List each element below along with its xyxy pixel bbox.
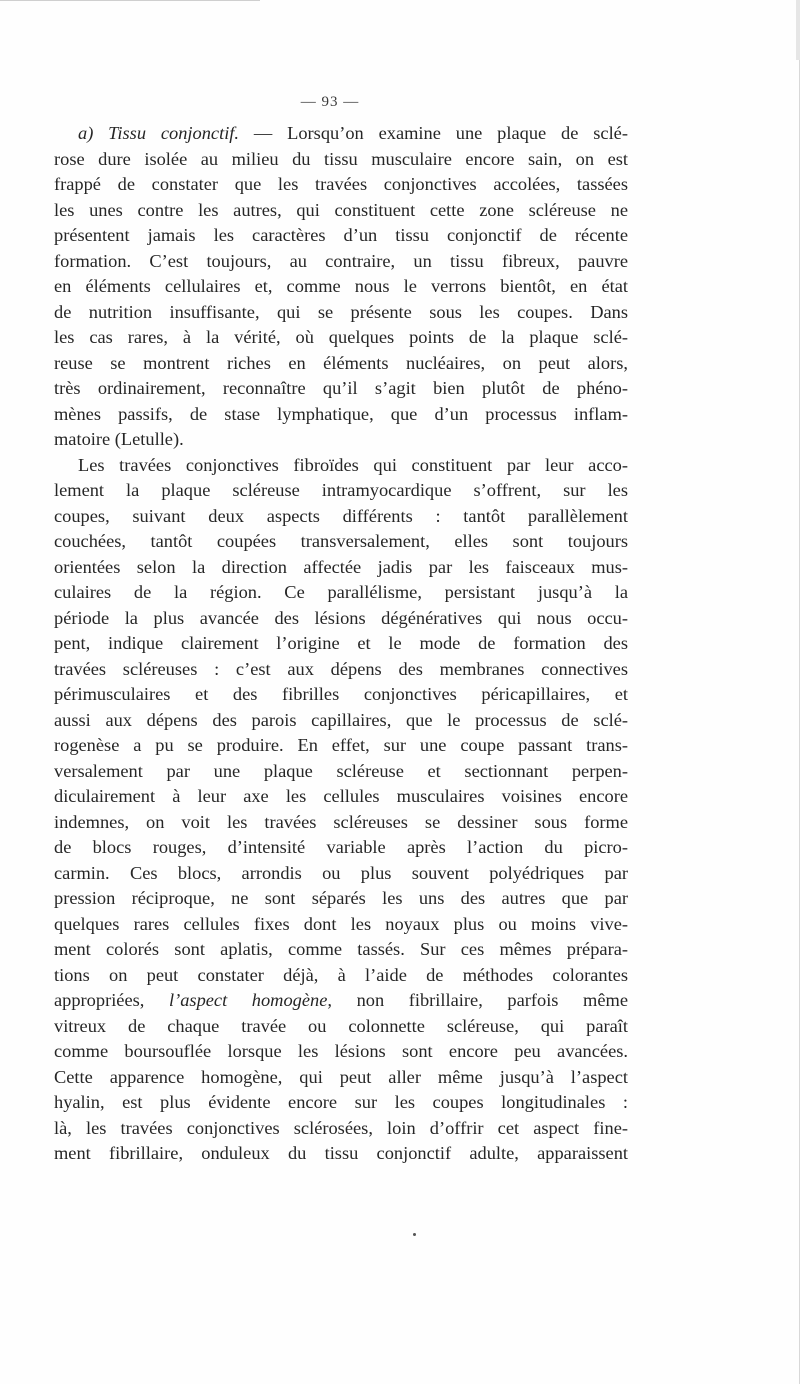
text-line: périmusculaires et des fibrilles conjonctives péricapillaires, et	[54, 684, 628, 704]
text-line: versalement par une plaque scléreuse et sectionnant perpen-	[54, 760, 628, 781]
text-line: rogenèse a pu se produire. En effet, sur une coupe passant trans-	[54, 735, 628, 755]
text-line: rose dure isolée au milieu du tissu musculaire encore sain, on est	[54, 148, 628, 169]
text-line: hyalin, est plus évidente encore sur les coupes longitudinales :	[54, 1092, 628, 1112]
text-line: coupes, suivant deux aspects différents : tantôt parallèlement	[54, 505, 628, 526]
section-heading: a) Tissu conjonctif.	[78, 123, 240, 143]
text-line: mènes passifs, de stase lymphatique, que d’un processus inflam-	[54, 403, 628, 424]
text-line: présentent jamais les caractères d’un tissu conjonctif de récente	[54, 225, 628, 245]
text-line: formation. C’est toujours, au contraire, un tissu fibreux, pauvre	[54, 250, 628, 271]
text-line: orientées selon la direction affectée jadis par les faisceaux mus-	[54, 556, 628, 577]
text-line: pent, indique clairement l’origine et le mode de formation des	[54, 633, 628, 653]
text-line: reuse se montrent riches en éléments nucléaires, on peut alors,	[54, 352, 628, 373]
text-line: indemnes, on voit les travées scléreuses se dessiner sous forme	[54, 811, 628, 832]
text-line: de nutrition insuffisante, qui se présente sous les coupes. Dans	[54, 301, 628, 322]
text-line: période la plus avancée des lésions dégénératives qui nous occu-	[54, 607, 628, 628]
text-line: Cette apparence homogène, qui peut aller même jusqu’à l’aspect	[54, 1066, 628, 1087]
edge-mark	[796, 0, 800, 60]
ink-dot	[413, 1233, 416, 1236]
text-line: là, les travées conjonctives sclérosées, loin d’offrir cet aspect fine-	[54, 1117, 628, 1138]
text-line: matoire (Letulle).	[54, 429, 184, 449]
top-scan-rule	[0, 0, 260, 1]
page-number: — 93 —	[300, 94, 360, 110]
text-line: culaires de la région. Ce parallélisme, persistant jusqu’à la	[54, 582, 628, 602]
text-line: ment colorés sont aplatis, comme tassés. Sur ces mêmes prépara-	[54, 939, 628, 959]
text-line: Les travées conjonctives fibroïdes qui constituent par leur acco-	[78, 454, 628, 475]
text-line: très ordinairement, reconnaître qu’il s’agit bien plutôt de phéno-	[54, 378, 628, 398]
text-line: travées scléreuses : c’est aux dépens des membranes connectives	[54, 658, 628, 679]
text-line: frappé de constater que les travées conjonctives accolées, tassées	[54, 174, 628, 194]
text-line: aussi aux dépens des parois capillaires, que le processus de sclé-	[54, 709, 628, 730]
text-line: en éléments cellulaires et, comme nous le verrons bientôt, en état	[54, 276, 628, 296]
text-line: couchées, tantôt coupées transversalement, elles sont toujours	[54, 531, 628, 551]
text-line: pression réciproque, ne sont séparés les uns des autres que par	[54, 888, 628, 908]
text-line: les unes contre les autres, qui constituent cette zone scléreuse ne	[54, 199, 628, 220]
text-line: appropriées, l’aspect homogène, non fibrillaire, parfois même	[54, 990, 628, 1010]
text-line: carmin. Ces blocs, arrondis ou plus souvent polyédriques par	[54, 862, 628, 883]
text-line: quelques rares cellules fixes dont les noyaux plus ou moins vive-	[54, 913, 628, 934]
emphasis-text: l’aspect homogène,	[168, 990, 332, 1010]
text-line: comme boursouflée lorsque les lésions sont encore peu avancées.	[54, 1041, 628, 1061]
text-line: lement la plaque scléreuse intramyocardique s’offrent, sur les	[54, 480, 628, 500]
text-line: tions on peut constater déjà, à l’aide de méthodes colorantes	[54, 964, 628, 985]
text-line: a) Tissu conjonctif. — Lorsqu’on examine une plaque de sclé-	[78, 123, 628, 143]
text-line: diculairement à leur axe les cellules musculaires voisines encore	[54, 786, 628, 806]
text-line: vitreux de chaque travée ou colonnette scléreuse, qui paraît	[54, 1015, 628, 1036]
body-text	[54, 121, 628, 1167]
text-line: les cas rares, à la vérité, où quelques points de la plaque sclé-	[54, 327, 628, 347]
text-line: de blocs rouges, d’intensité variable après l’action du picro-	[54, 837, 628, 857]
text-line: ment fibrillaire, onduleux du tissu conjonctif adulte, apparaissent	[54, 1143, 628, 1163]
